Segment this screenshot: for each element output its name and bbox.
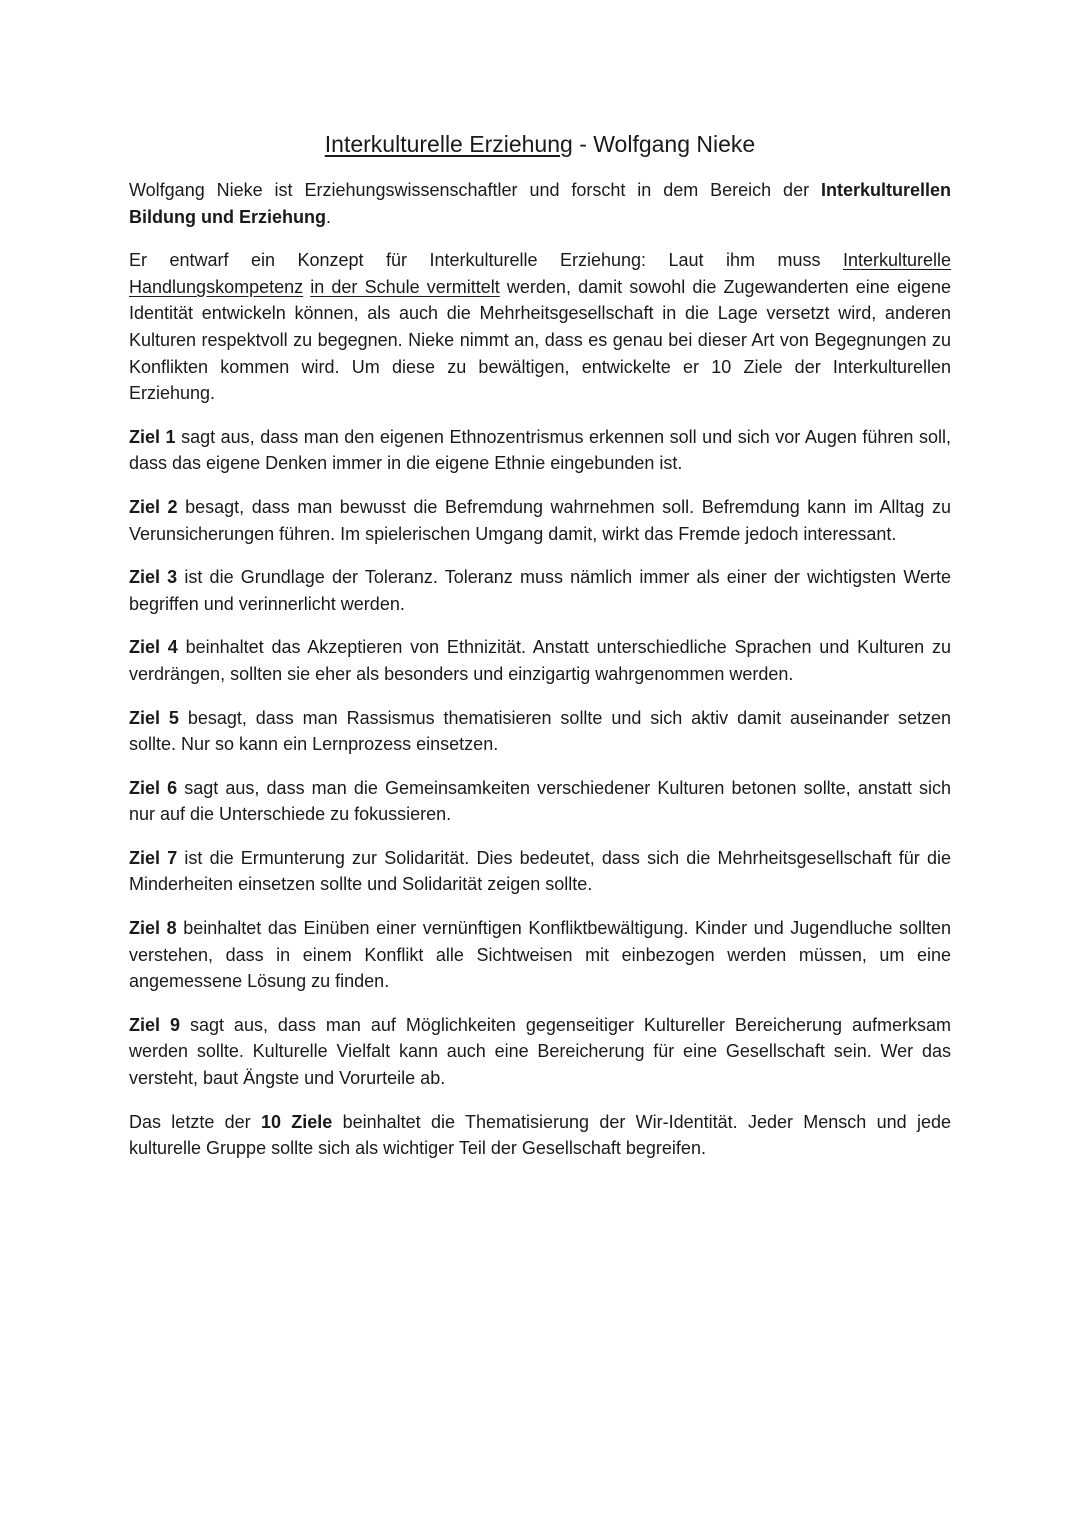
ziel-text: sagt aus, dass man auf Möglichkeiten gegenseitiger Kultureller Bereicherung aufmerksam werden sollte. Kulturelle Vielfalt kann auch eine Bereicherung für eine Gesellschaft sein. Wer das versteht, baut Ängste und Vorurteile ab. (129, 1014, 951, 1089)
ziel-label: Ziel 2 (129, 496, 178, 517)
ziel-text: beinhaltet das Einüben einer vernünftigen Konfliktbewältigung. Kinder und Jugendluche sollten verstehen, dass in einem Konflikt alle Sichtweisen mit einbezogen werden müssen, um eine angemessene Lösung zu finden. (129, 918, 951, 992)
schluss-text-2: beinhaltet die Thematisierung der Wir-Identität. Jeder Mensch und jede kulturelle Gruppe sollte sich als wichtiger Teil der Gesellschaft begreifen. (129, 1111, 951, 1159)
ziel-paragraph (129, 1012, 951, 1092)
ziel-label: Ziel 9 (129, 1014, 180, 1035)
ziel-label: Ziel 5 (129, 707, 179, 728)
ziel-text: besagt, dass man Rassismus thematisieren sollte und sich aktiv damit auseinander setzen sollte. Nur so kann ein Lernprozess einsetzen. (129, 707, 951, 755)
konzept-paragraph (129, 247, 951, 407)
ziel-label: Ziel 4 (129, 637, 178, 658)
page-title (129, 128, 951, 160)
ziel-paragraph (129, 494, 951, 547)
ziel-text: sagt aus, dass man die Gemeinsamkeiten verschiedener Kulturen betonen sollte, anstatt sich nur auf die Unterschiede zu fokussieren. (129, 777, 951, 825)
ziel-label: Ziel 1 (129, 426, 176, 447)
ziel-label: Ziel 3 (129, 567, 178, 588)
intro-text: Wolfgang Nieke ist Erziehungswissenschaftler und forscht in dem Bereich der (129, 180, 821, 200)
konzept-text-3: werden, damit sowohl die Zugewanderten eine eigene Identität entwickeln können, als auch die Mehrheitsgesellschaft in die Lage versetzt wird, anderen Kulturen respektvoll zu begegnen. Nieke nimmt an, dass es genau bei dieser Art von Begegnungen zu Konflikten kommen wird. Um diese zu bewältigen, entwickelte er 10 Ziele der Interkulturellen Erziehung. (129, 276, 952, 404)
ziel-paragraph (129, 775, 951, 828)
ziel-text: beinhaltet das Akzeptieren von Ethnizität. Anstatt unterschiedliche Sprachen und Kulturen zu verdrängen, sollten sie eher als besonders und einzigartig wahrgenommen werden. (129, 637, 951, 684)
ziel-text: besagt, dass man bewusst die Befremdung wahrnehmen soll. Befremdung kann im Alltag zu Verunsicherungen führen. Im spielerischen Umgang damit, wirkt das Fremde jedoch interessant. (129, 496, 951, 544)
ziel-paragraph (129, 705, 951, 758)
ziel-text: sagt aus, dass man den eigenen Ethnozentrismus erkennen soll und sich vor Augen führen soll, dass das eigene Denken immer in die eigene Ethnie eingebunden ist. (129, 426, 951, 474)
intro-end: . (325, 206, 331, 227)
konzept-text-1: Er entwarf ein Konzept für Interkulturelle Erziehung: Laut ihm muss (129, 250, 843, 271)
ziel-paragraph (129, 845, 951, 898)
ziel-paragraph (129, 564, 951, 617)
schluss-paragraph (129, 1109, 951, 1162)
ziel-paragraph (129, 424, 951, 477)
ziel-label: Ziel 7 (129, 847, 178, 868)
ziel-text: ist die Ermunterung zur Solidarität. Dies bedeutet, dass sich die Mehrheitsgesellschaft für die Minderheiten einsetzen sollte und Solidarität zeigen sollte. (129, 847, 952, 895)
konzept-underline-1: Interkulturelle Handlungskompetenz (129, 250, 951, 297)
konzept-underline-2: in der Schule vermittelt (310, 276, 500, 297)
ziel-paragraph (129, 915, 951, 995)
intro-bold: Interkulturellen Bildung und Erziehung (129, 180, 951, 227)
ziel-paragraph (129, 634, 951, 687)
title-main: Interkulturelle Erziehung (324, 131, 573, 157)
ziel-label: Ziel 8 (129, 918, 177, 939)
ziel-text: ist die Grundlage der Toleranz. Toleranz muss nämlich immer als einer der wichtigsten Werte begriffen und verinnerlicht werden. (129, 567, 951, 614)
ziel-label: Ziel 6 (129, 777, 178, 798)
schluss-text-1: Das letzte der (129, 1111, 261, 1132)
document-page (129, 128, 951, 1179)
schluss-bold: 10 Ziele (260, 1111, 333, 1132)
intro-paragraph (129, 177, 951, 230)
title-rest: - Wolfgang Nieke (572, 131, 756, 157)
